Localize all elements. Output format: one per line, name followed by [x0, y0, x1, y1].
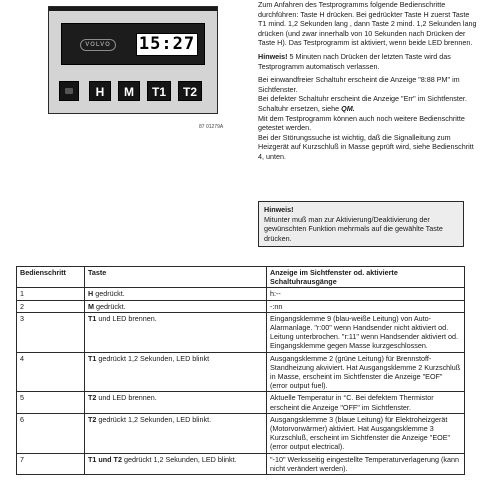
step-number: 3 — [17, 312, 85, 352]
button-h: H — [89, 81, 111, 101]
button-m: M — [118, 81, 140, 101]
step-number: 2 — [17, 300, 85, 312]
table-row — [17, 312, 465, 352]
header-key: Taste — [85, 267, 267, 288]
note-text: Mitunter muß man zur Aktivierung/Deaktivierung der gewünschten Funktion mehrmals auf die gewählte Taste drücken. — [264, 214, 443, 243]
note-title: Hinweis! — [264, 205, 294, 214]
table-row — [17, 300, 465, 312]
table-row — [17, 413, 465, 453]
key-name: T1 und T2 — [88, 454, 122, 464]
key-name: T2 — [88, 393, 97, 403]
step-number: 5 — [17, 392, 85, 413]
step-number: 1 — [17, 288, 85, 300]
key-name: H — [88, 289, 94, 299]
key-cell — [85, 312, 267, 352]
intro-paragraph-3c: Mit dem Testprogramm können auch noch weitere Bedienschritte getestet werden. — [258, 113, 465, 133]
qm-reference: QM. — [341, 103, 355, 113]
hint-text: 5 Minuten nach Drücken der letzten Taste wird das Testprogramm automatisch verlassen. — [258, 51, 451, 71]
key-name: M — [88, 301, 94, 311]
key-cell — [85, 288, 267, 300]
key-name: T2 — [88, 414, 97, 424]
key-action: gedrückt 1,2 Sekunden, LED blinkt — [96, 353, 210, 363]
led-indicator — [59, 81, 79, 101]
key-action: gedrückt. — [94, 301, 126, 311]
key-cell — [85, 453, 267, 474]
intro-paragraph-1: Zum Anfahren des Testprogramms folgende Bedienschritte durchführen: Taste H drücken. Bei gedrückter Taste H zuerst Taste T1 mind. 1,2 Sekunden lang , dann Taste 2 mind. 1,2 Sekunden lang drücken (und zwar innerhalb von 10 Sekunden nach Drücken der Taste H). Das Testprogramm ist aktiviert, wenn beide LED brennen. — [258, 0, 477, 48]
intro-paragraph-3b — [258, 94, 478, 113]
table-header-row — [17, 267, 465, 288]
key-cell — [85, 413, 267, 453]
intro-paragraph-3d: Bei der Störungssuche ist wichtig, daß die Signalleitung zum Heizgerät auf Kurzschluß in Masse geprüft wird, siehe Bedienschritt 4, unten. — [258, 132, 474, 161]
table-row — [17, 288, 465, 300]
table-row — [17, 392, 465, 413]
display-cell: Ausgangsklemme 3 (blaue Leitung) für Elektroheizgerät (Motorvorwärmer) aktiviert. Hat Ausgangsklemme 3 Kurzschluß, erscheint im Sichtfenster die Anzeige "EOE" (error output electrical). — [267, 413, 465, 453]
key-name: T1 — [88, 313, 97, 323]
key-cell — [85, 352, 267, 392]
note-box — [258, 201, 464, 247]
hint-label: Hinweis! — [258, 51, 288, 61]
header-display: Anzeige im Sichtfenster od. aktivierte Schaltuhrausgänge — [267, 267, 465, 288]
led-icon — [65, 88, 73, 94]
key-action: gedrückt 1,2 Sekunden, LED blinkt. — [96, 414, 212, 424]
step-number: 4 — [17, 352, 85, 392]
table-row — [17, 453, 465, 474]
key-name: T1 — [88, 353, 97, 363]
display-cell: "-10" Werksseitig eingestellte Temperaturverlagerung (kann nicht verändert werden). — [267, 453, 465, 474]
display-cell: -:nn — [267, 300, 465, 312]
display-cell: Eingangsklemme 9 (blau-weiße Leitung) von Auto-Alarmanlage. "r:00" wenn Handsender nicht aktiviert od. Leitung unterbrochen. "r:11" wenn Handsender aktiviert od. Eingangsklemme gegen Masse kurzgeschlossen. — [267, 312, 465, 352]
key-cell — [85, 392, 267, 413]
intro-text — [258, 0, 478, 162]
timer-device-illustration — [48, 6, 218, 114]
step-number: 6 — [17, 413, 85, 453]
display-cell: Aktuelle Temperatur in °C. Bei defektem Thermistor erscheint die Anzeige "OFF" im Sichtfenster. — [267, 392, 465, 413]
display-cell: Ausgangsklemme 2 (grüne Leitung) für Brennstoff-Standheizung akviviert. Hat Ausgangsklemme 2 Kurzschluß in Masse, erscheint im Sichtfenster die Anzeige "EOF" (error output fuel). — [267, 352, 465, 392]
header-step: Bedienschritt — [17, 267, 85, 288]
key-action: und LED brennen. — [96, 313, 157, 323]
key-action: und LED brennen. — [96, 393, 157, 403]
clock-display: 15:27 — [136, 33, 198, 56]
device-display-panel — [61, 23, 205, 65]
volvo-logo: VOLVO — [80, 39, 116, 51]
step-number: 7 — [17, 453, 85, 474]
figure-caption: 87 01279A — [199, 124, 224, 130]
button-t2: T2 — [178, 81, 202, 101]
key-action: gedrückt. — [93, 289, 125, 299]
device-top-edge — [49, 7, 217, 11]
intro-paragraph-2 — [258, 52, 478, 71]
intro-paragraph-3a: Bei einwandfreier Schaltuhr erscheint die Anzeige "8:88 PM" im Sichtfenster. — [258, 75, 460, 94]
display-cell: h:-- — [267, 288, 465, 300]
key-action: gedrückt 1,2 Sekunden, LED blinkt. — [121, 454, 237, 464]
defect-text: Bei defekter Schaltuhr erscheint die Anzeige "Err" im Sichtfenster. Schaltuhr ersetzen, siehe — [258, 94, 467, 113]
table-row — [17, 352, 465, 392]
button-t1: T1 — [147, 81, 171, 101]
steps-table — [16, 266, 465, 475]
key-cell — [85, 300, 267, 312]
